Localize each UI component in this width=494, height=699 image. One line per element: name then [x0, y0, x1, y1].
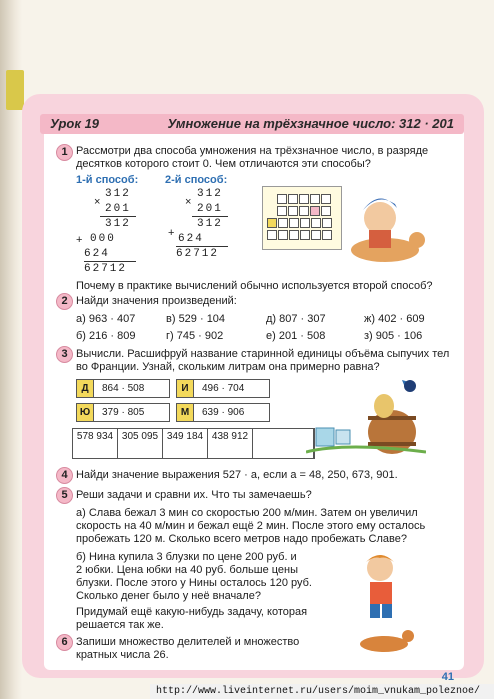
- m2-rule: [192, 216, 228, 217]
- code-letter: И: [177, 380, 194, 397]
- letter-row: [72, 444, 315, 459]
- m1-row-6: 62712: [84, 263, 128, 275]
- source-url[interactable]: http://www.liveinternet.ru/users/moim_vnukam_poleznoe/: [150, 684, 494, 699]
- task6-line: Запиши множество делителей и множество: [76, 636, 300, 648]
- task2-item: г) 745 · 902: [166, 330, 224, 342]
- task3-text-line1: Вычисли. Расшифруй название старинной единицы объёма сыпучих тел: [76, 348, 450, 360]
- code-letter: Д: [77, 380, 94, 397]
- m1-rule-2: [84, 261, 136, 262]
- task-number: 3: [56, 346, 73, 363]
- plus-sign: +: [76, 234, 83, 246]
- task2-item: а) 963 · 407: [76, 313, 136, 325]
- multiply-sign: ×: [185, 196, 192, 208]
- task-number: 6: [56, 634, 73, 651]
- task5c-line: Придумай ещё какую-нибудь задачу, которая: [76, 606, 308, 618]
- digit-grid-illustration: [262, 186, 342, 250]
- code-card: [76, 403, 170, 422]
- task1-text-line1: Рассмотри два способа умножения на трёхзначное число, в разряде: [76, 145, 429, 157]
- task-number: 4: [56, 467, 73, 484]
- lesson-label: Урок 19: [50, 116, 100, 131]
- answer-cell: 578 934: [73, 429, 118, 445]
- page-number: 41: [441, 671, 454, 683]
- multiply-sign: ×: [94, 196, 101, 208]
- task1-question: Почему в практике вычислений обычно используется второй способ?: [76, 280, 433, 292]
- m1-row-2: 201: [105, 203, 131, 215]
- task2-item: д) 807 · 307: [266, 313, 326, 325]
- task5a-line: скорость на 40 м/мин и бежал ещё 2 мин. После этого ему осталось: [76, 520, 426, 532]
- task2-item: ж) 402 · 609: [364, 313, 425, 325]
- task5a-line: а) Слава бежал 3 мин со скоростью 200 м/мин. Затем он увеличил: [76, 507, 418, 519]
- answer-cell: 305 095: [118, 429, 163, 445]
- method1-label: 1-й способ:: [76, 174, 139, 186]
- task4-text: Найди значение выражения 527 · a, если a = 48, 250, 673, 901.: [76, 469, 398, 481]
- task5b-line: блузки. После этого у Нины осталось 120 руб.: [76, 577, 312, 589]
- m2-row-2: 201: [197, 203, 223, 215]
- code-letter: Ю: [77, 404, 94, 421]
- answer-cell: 438 912: [208, 429, 253, 445]
- task5b-line: 2 юбки. Цена юбки на 40 руб. больше цены: [76, 564, 299, 576]
- bookmark-tab: [6, 70, 24, 110]
- m1-rule: [100, 216, 136, 217]
- task5b-line: б) Нина купила 3 блузки по цене 200 руб. и: [76, 551, 297, 563]
- method2-label: 2-й способ:: [165, 174, 228, 186]
- task1-text-line2: десятков которого стоит 0. Чем отличаются эти способы?: [76, 158, 371, 170]
- code-card: [76, 379, 170, 398]
- task6-line: кратных числа 26.: [76, 649, 169, 661]
- task2-item: б) 216 · 809: [76, 330, 136, 342]
- task2-item: з) 905 · 106: [364, 330, 423, 342]
- answer-cell: [253, 429, 314, 445]
- lesson-title: Умножение на трёхзначное число: 312 · 201: [167, 116, 454, 131]
- answer-cell: 349 184: [163, 429, 208, 445]
- m1-row-3: 312: [105, 218, 131, 230]
- task3-text-line2: во Франции. Узнай, скольким литрам она примерно равна?: [76, 361, 380, 373]
- m2-rule-2: [176, 246, 228, 247]
- m2-row-3: 312: [197, 218, 223, 230]
- m1-row-5: 624: [84, 248, 110, 260]
- m2-row-5: 62712: [176, 248, 220, 260]
- task2-text: Найди значения произведений:: [76, 295, 237, 307]
- code-expression: 496 · 704: [202, 383, 245, 394]
- m1-row-1: 312: [105, 188, 131, 200]
- task-number: 5: [56, 487, 73, 504]
- code-letter: М: [177, 404, 194, 421]
- task2-item: в) 529 · 104: [166, 313, 226, 325]
- m2-row-4: 624: [178, 233, 204, 245]
- m2-row-1: 312: [197, 188, 223, 200]
- task5-text: Реши задачи и сравни их. Что ты замечаешь?: [76, 489, 312, 501]
- code-expression: 639 · 906: [202, 407, 245, 418]
- task-number: 2: [56, 293, 73, 310]
- plus-sign: +: [168, 227, 175, 239]
- task2-item: е) 201 · 508: [266, 330, 326, 342]
- boy-on-dog-illustration: [345, 180, 430, 270]
- task5c-line: решается так же.: [76, 619, 164, 631]
- code-card: [176, 379, 270, 398]
- barrel-illustration: [306, 372, 426, 458]
- task5b-line: Сколько денег было у неё вначале?: [76, 590, 261, 602]
- running-boy-illustration: [336, 548, 428, 660]
- code-expression: 864 · 508: [102, 383, 145, 394]
- task5a-line: пробежать 120 м. Сколько всего метров надо пробежать Славе?: [76, 533, 407, 545]
- m1-row-4: 000: [90, 233, 116, 245]
- code-expression: 379 · 805: [102, 407, 145, 418]
- code-card: [176, 403, 270, 422]
- task-number: 1: [56, 144, 73, 161]
